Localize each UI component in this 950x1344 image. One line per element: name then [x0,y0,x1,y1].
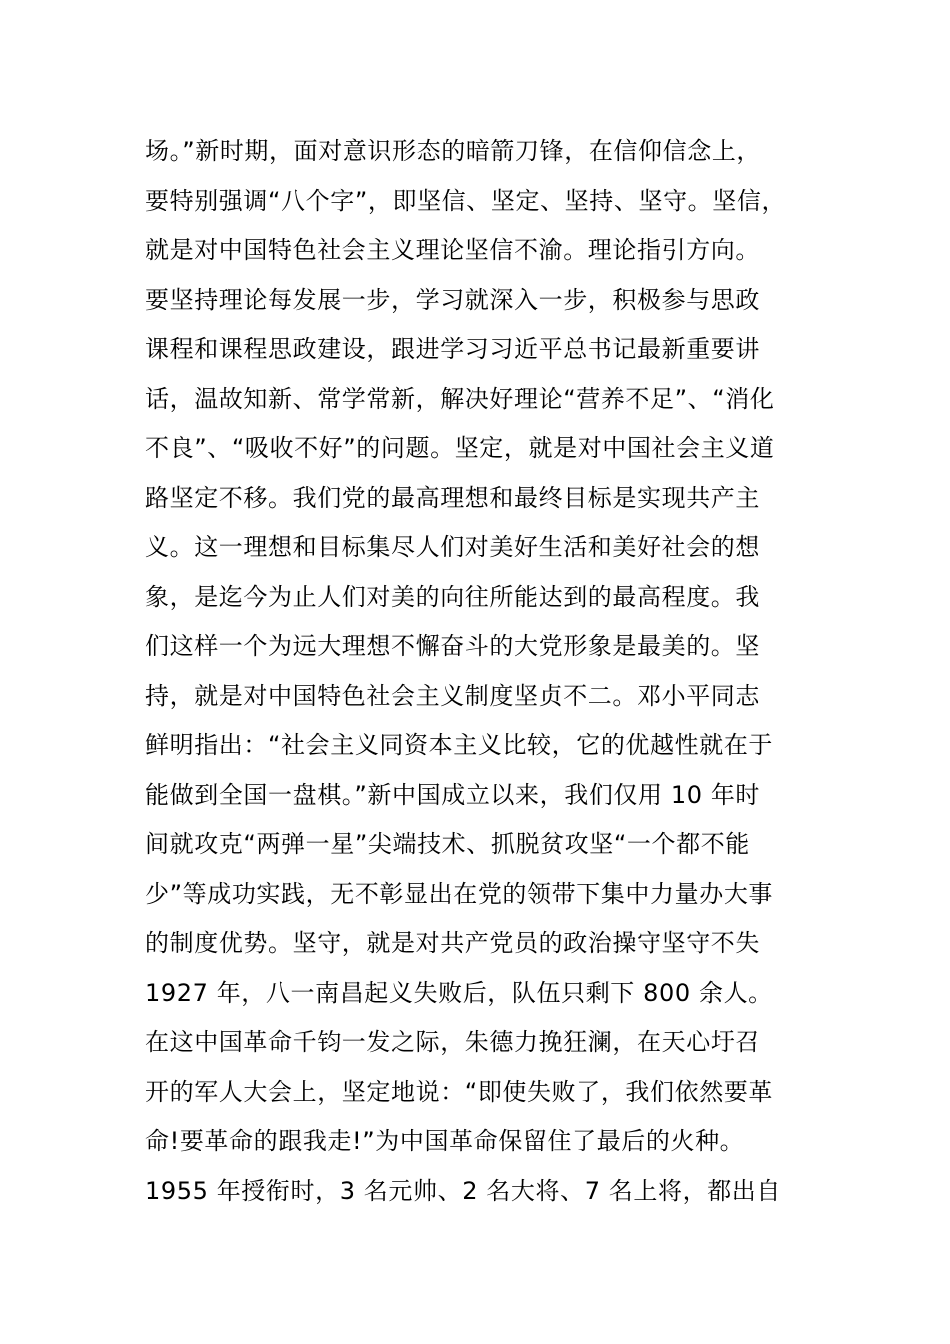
text-line: 开的军人大会上，坚定地说：“即使失败了，我们依然要革 [145,1077,774,1106]
body-text [145,127,845,1216]
text-line: 义。这一理想和目标集尽人们对美好生活和美好社会的想 [145,533,760,561]
text-line: 1955 年授衔时，3 名元帅、2 名大将、7 名上将，都出自 [145,1176,782,1205]
text-line: 话，温故知新、常学常新，解决好理论“营养不足”、“消化 [145,384,775,413]
text-line: 持，就是对中国特色社会主义制度坚贞不二。邓小平同志 [145,681,760,710]
text-line: 课程和课程思政建设，跟进学习习近平总书记最新重要讲 [145,335,760,363]
text-line: 少”等成功实践，无不彰显出在党的领带下集中力量办大事 [145,879,774,908]
text-line: 不良”、“吸收不好”的问题。坚定，就是对中国社会主义道 [145,434,775,462]
text-line: 场。”新时期，面对意识形态的暗箭刀锋，在信仰信念上， [145,137,762,165]
text-line: 象，是迄今为止人们对美的向往所能达到的最高程度。我 [145,582,760,611]
text-line: 鲜明指出：“社会主义同资本主义比较，它的优越性就在于 [145,731,774,759]
text-line: 路坚定不移。我们党的最高理想和最终目标是实现共产主 [145,483,760,512]
text-line: 要特别强调“八个字”，即坚信、坚定、坚持、坚守。坚信， [145,186,787,215]
text-line: 就是对中国特色社会主义理论坚信不渝。理论指引方向。 [145,236,760,264]
text-line: 命!要革命的跟我走!”为中国革命保留住了最后的火种。 [145,1127,745,1155]
text-line: 1927 年，八一南昌起义失败后，队伍只剩下 800 余人。 [145,978,773,1007]
text-line: 的制度优势。坚守，就是对共产党员的政治操守坚守不失 [145,929,760,957]
text-line: 间就攻克“两弹一星”尖端技术、抓脱贫攻坚“一个都不能 [145,830,750,858]
text-line: 要坚持理论每发展一步，学习就深入一步，积极参与思政 [145,285,760,314]
text-line: 在这中国革命千钧一发之际，朱德力挽狂澜，在天心圩召 [145,1028,760,1056]
text-line: 能做到全国一盘棋。”新中国成立以来，我们仅用 10 年时 [145,780,761,809]
text-line: 们这样一个为远大理想不懈奋斗的大党形象是最美的。坚 [145,632,760,660]
